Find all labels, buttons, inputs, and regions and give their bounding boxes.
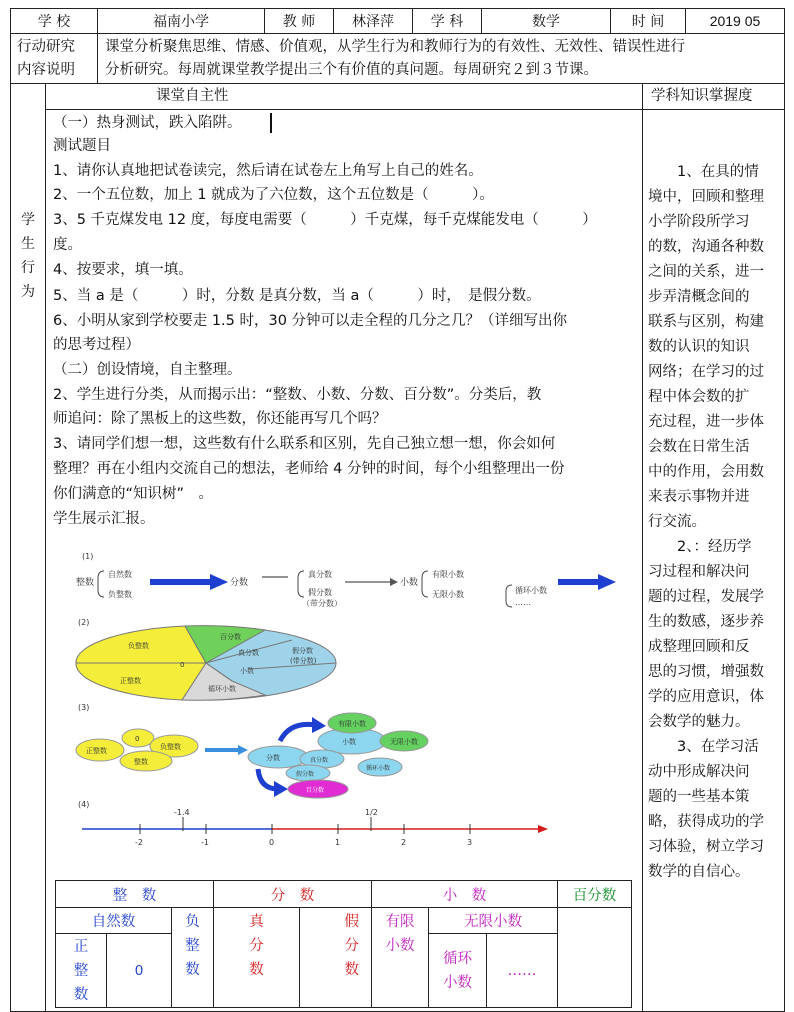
table-zero-text: 0 xyxy=(134,962,144,979)
time-label: 时 间 xyxy=(610,8,686,34)
middle-header xyxy=(45,83,643,110)
table-percent-cell xyxy=(557,907,632,1008)
table-natural-cell xyxy=(55,907,172,934)
table-decimal-text: 小 数 xyxy=(442,887,487,904)
time-value: 2019 05 xyxy=(685,8,785,34)
fig3-label: (3) xyxy=(78,703,90,712)
fig1-brace xyxy=(98,571,104,597)
side-label-cell xyxy=(10,83,46,1012)
table-proper-cell xyxy=(213,907,300,1008)
table-char: 数 xyxy=(185,962,200,978)
goal-line: 来表示事物并进 xyxy=(648,489,750,505)
fig3-negative: 负整数 xyxy=(160,743,181,751)
right-header-text: 学科知识掌握度 xyxy=(651,88,753,104)
fig4-neg-point: -1.4 xyxy=(174,808,190,817)
fig2-percent: 百分数 xyxy=(220,633,241,641)
teacher-value: 林泽萍 xyxy=(333,8,413,34)
fig4-tick-label: 0 xyxy=(269,838,275,847)
side-label-char: 学 xyxy=(21,212,35,228)
fig1-integer: 整数 xyxy=(76,578,95,588)
teacher-label: 教 师 xyxy=(264,8,334,34)
goal-line: 习过程和解决问 xyxy=(648,564,750,580)
fig1-finite: 有限小数 xyxy=(432,570,464,579)
fig3-integer: 整数 xyxy=(134,758,148,766)
student-report: 学生展示汇报。 xyxy=(53,511,155,527)
fig1-decimal: 小数 xyxy=(400,578,419,588)
goal-line: 略，获得成功的学 xyxy=(648,814,764,830)
fig3-improper: 假分数 xyxy=(296,771,315,778)
fig3-curve-arrowhead xyxy=(274,781,288,797)
table-repeating-cell xyxy=(428,933,487,1008)
text-cursor xyxy=(270,113,272,133)
fig2-proper: 真分数 xyxy=(238,649,259,657)
question-2: 2、一个五位数，加上 1 就成为了六位数，这个五位数是（ ）。 xyxy=(53,187,494,203)
step-3-cont: 整理？再在小组内交流自己的想法，老师给 4 分钟的时间，每个小组整理出一份 xyxy=(53,461,565,477)
question-5: 5、当 a 是（ ）时，分数 是真分数，当 a（ ）时， 是假分数。 xyxy=(53,288,541,304)
fig1-repeating: 循环小数 xyxy=(515,586,547,595)
side-label-char: 生 xyxy=(21,236,35,252)
fig1-arrow-head xyxy=(598,574,616,590)
fig2-negative: 负整数 xyxy=(128,642,149,650)
fig4-pos-point: 1/2 xyxy=(365,808,378,817)
table-char: 数 xyxy=(249,962,264,978)
goal-line: 成整理回顾和反 xyxy=(648,639,750,655)
fig2-zero: 0 xyxy=(180,661,185,669)
table-dots-text: …… xyxy=(507,962,537,979)
goal-line: 思的习惯，增强数 xyxy=(648,664,764,680)
table-char: 分 xyxy=(249,938,264,954)
fig1-brace xyxy=(506,585,512,607)
research-content-line1: 课堂分析聚焦思维、情感、价值观，从学生行为和教师行为的有效性、无效性、错误性进行 xyxy=(105,39,685,55)
fig3-percent: 百分数 xyxy=(306,787,325,794)
step-3: 3、请同学们想一想，这些数有什么联系和区别，先自己独立想一想，你会如何 xyxy=(53,436,556,452)
question-3: 3、5 千克煤发电 12 度，每度电需要（ ）千克煤，每千克煤能发电（ ） xyxy=(53,212,597,228)
fig3-zero: 0 xyxy=(135,735,140,743)
goal-line: 程中体会数的扩 xyxy=(648,389,750,405)
subject-value: 数学 xyxy=(481,8,611,34)
fig1-mixed: （带分数） xyxy=(302,599,342,608)
fig4-tick-label: 2 xyxy=(401,838,407,847)
fig2-repeating: 循环小数 xyxy=(208,685,236,693)
step-2: 2、学生进行分类，从而揭示出：“整数、小数、分数、百分数”。分类后，教 xyxy=(53,387,542,403)
question-4: 4、按要求，填一填。 xyxy=(53,262,193,278)
right-header xyxy=(642,83,785,110)
fig2-improper: 假分数 xyxy=(292,647,313,655)
table-char: 真 xyxy=(249,914,264,930)
fig4-tick-label: -1 xyxy=(201,838,209,847)
fig1-arrow-head xyxy=(210,574,228,590)
table-char: 循环 xyxy=(443,950,472,967)
table-char: 正 xyxy=(73,938,89,955)
test-title: 测试题目 xyxy=(53,138,111,154)
question-6-cont: 的思考过程） xyxy=(53,337,140,353)
goal-line: 生的数感，逐步养 xyxy=(648,614,764,630)
table-char: 整 xyxy=(73,962,89,979)
table-char: 小数 xyxy=(443,974,472,991)
fig3-curve-arrow xyxy=(280,724,316,741)
research-label-line2: 内容说明 xyxy=(17,62,75,78)
fig3-positive: 正整数 xyxy=(86,747,107,755)
goal-line: 习体验，树立学习 xyxy=(648,839,764,855)
table-char: 数 xyxy=(344,962,359,978)
number-classification-figure xyxy=(60,545,630,850)
goal-line: 行交流。 xyxy=(648,514,706,530)
fig1-natural: 自然数 xyxy=(108,570,132,579)
table-char: 小数 xyxy=(385,938,415,954)
middle-header-text: 课堂自主性 xyxy=(156,88,229,104)
fig1-brace xyxy=(422,571,428,597)
subject-label: 学 科 xyxy=(412,8,482,34)
research-content-line2: 分析研究。每周就课堂教学提出三个有价值的真问题。每周研究２到３节课。 xyxy=(105,62,598,78)
goal-line: 1、在具的情 xyxy=(648,164,759,180)
fig1-infinite: 无限小数 xyxy=(432,590,464,599)
side-label-char: 行 xyxy=(21,260,35,276)
goal-line: 会数学的魅力。 xyxy=(648,714,750,730)
fig4-tick-label: 1 xyxy=(335,838,341,847)
fig3-finite: 有限小数 xyxy=(338,720,366,728)
goal-line: 联系与区别，构建 xyxy=(648,314,764,330)
fig3-curve-arrowhead xyxy=(312,717,326,733)
table-char: 假 xyxy=(344,914,359,930)
table-integer-header xyxy=(55,880,214,908)
section-one-title: （一）热身测试，跌入陷阱。 xyxy=(53,115,242,131)
table-char: 分 xyxy=(344,938,359,954)
fig1-small-arrowhead xyxy=(390,578,398,586)
goal-line: 题的过程，发展学 xyxy=(648,589,764,605)
step-2-cont: 师追问：除了黑板上的这些数，你还能再写几个吗？ xyxy=(53,411,387,427)
table-infinite-cell xyxy=(428,907,558,934)
fig2-decimal: 小数 xyxy=(240,667,254,675)
fig4-label: (4) xyxy=(78,800,90,809)
table-percent-header xyxy=(557,880,632,908)
knowledge-goals xyxy=(648,160,784,885)
fig4-tick-label: -2 xyxy=(135,838,143,847)
research-content xyxy=(97,33,785,84)
school-value: 福南小学 xyxy=(97,8,265,34)
fig3-infinite: 无限小数 xyxy=(390,738,418,746)
goal-line: 步弄清概念间的 xyxy=(648,289,750,305)
goal-line: 3、在学习活 xyxy=(648,739,759,755)
table-integer-text: 整 数 xyxy=(112,887,157,904)
fig4-axis-arrowhead xyxy=(538,825,548,833)
goal-line: 网络；在学习的过 xyxy=(648,364,764,380)
goal-line: 会数在日常生活 xyxy=(648,439,750,455)
goal-line: 的数，沟通各种数 xyxy=(648,239,764,255)
fig2-natural: 正整数 xyxy=(120,677,141,685)
table-dots-cell xyxy=(486,933,558,1008)
goal-line: 数的认识的知识 xyxy=(648,339,750,355)
table-improper-cell xyxy=(299,907,372,1008)
side-label-char: 为 xyxy=(21,284,35,300)
table-infinite-text: 无限小数 xyxy=(464,914,522,930)
table-char: 有限 xyxy=(385,914,415,930)
table-negative-cell xyxy=(171,907,214,1008)
fig3-decimal: 小数 xyxy=(342,738,356,746)
goal-line: 2、：经历学 xyxy=(648,539,752,555)
question-1: 1、请你认真地把试卷读完，然后请在试卷左上角写上自己的姓名。 xyxy=(53,163,483,179)
table-natural-text: 自然数 xyxy=(91,914,136,930)
research-label xyxy=(10,33,98,84)
table-char: 整 xyxy=(185,938,200,954)
research-label-line1: 行动研究 xyxy=(17,39,75,55)
fig3-proper: 真分数 xyxy=(310,757,329,764)
goal-line: 题的一些基本策 xyxy=(648,789,750,805)
fig3-fraction: 分数 xyxy=(266,754,280,762)
fig3-repeating: 循环小数 xyxy=(366,765,391,772)
fig1-brace xyxy=(298,571,304,597)
table-positive-cell xyxy=(55,933,107,1008)
table-percent-text: 百分数 xyxy=(572,887,617,904)
school-label: 学 校 xyxy=(10,8,98,34)
goal-line: 之间的关系，进一 xyxy=(648,264,764,280)
table-decimal-header xyxy=(371,880,558,908)
goal-line: 充过程，进一步体 xyxy=(648,414,764,430)
table-char: 负 xyxy=(185,914,200,930)
step-3-cont2: 你们满意的“知识树” 。 xyxy=(53,486,214,502)
goal-line: 小学阶段所学习 xyxy=(648,214,750,230)
goal-line: 动中形成解决问 xyxy=(648,764,750,780)
table-finite-cell xyxy=(371,907,429,1008)
fig1-proper: 真分数 xyxy=(308,570,332,579)
question-3-cont: 度。 xyxy=(53,237,82,253)
fig1-improper: 假分数 xyxy=(308,588,332,597)
fig2-mixed: (带分数) xyxy=(290,657,317,665)
table-char: 数 xyxy=(73,986,89,1003)
question-6: 6、小明从家到学校要走 1.5 时，30 分钟可以走全程的几分之几？（详细写出你 xyxy=(53,313,568,329)
goal-line: 数学的自信心。 xyxy=(648,864,750,880)
fig2-label: (2) xyxy=(78,618,90,627)
table-fraction-header xyxy=(213,880,372,908)
goal-line: 学的应用意识，体 xyxy=(648,689,764,705)
fig1-label: (1) xyxy=(82,552,94,561)
goal-line: 中的作用，会用数 xyxy=(648,464,764,480)
fig4-tick-label: 3 xyxy=(467,838,473,847)
table-zero-cell xyxy=(106,933,172,1008)
fig1-dots: …… xyxy=(515,598,531,607)
section-two-title: （二）创设情境，自主整理。 xyxy=(53,362,242,378)
table-fraction-text: 分 数 xyxy=(270,887,315,904)
goal-line: 境中，回顾和整理 xyxy=(648,189,764,205)
fig3-arrowhead xyxy=(238,745,248,755)
fig1-fraction: 分数 xyxy=(230,578,249,588)
fig1-negative: 负整数 xyxy=(108,590,132,599)
